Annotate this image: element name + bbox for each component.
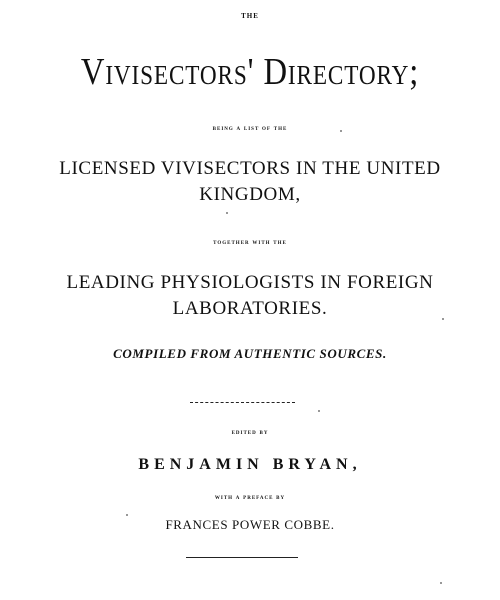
the-label: THE	[241, 12, 259, 20]
leading-line-1: LEADING PHYSIOLOGISTS IN FOREIGN	[66, 272, 434, 293]
together-with-label: together with the	[213, 238, 287, 246]
compiled-line: COMPILED FROM AUTHENTIC SOURCES.	[113, 346, 387, 361]
preface-author: FRANCES POWER COBBE.	[165, 517, 335, 532]
preface-label: with a preface by	[214, 493, 286, 501]
book-title: Vivisectors' Directory;	[80, 51, 420, 93]
print-speck	[340, 130, 342, 132]
leading-line-2: LABORATORIES.	[172, 298, 328, 319]
editor-name: BENJAMIN BRYAN,	[138, 456, 362, 473]
divider-rule-2	[186, 557, 298, 558]
licensed-line-1: LICENSED VIVISECTORS IN THE UNITED	[59, 158, 441, 179]
licensed-line-2: KINGDOM,	[199, 184, 301, 205]
print-speck	[126, 514, 128, 516]
print-speck	[318, 410, 320, 412]
print-speck	[440, 582, 442, 584]
edited-by-label: edited by	[231, 428, 269, 436]
print-speck	[442, 318, 444, 320]
divider-rule-1	[190, 402, 295, 403]
print-speck	[226, 212, 228, 214]
being-a-list-label: being a list of the	[212, 124, 288, 132]
